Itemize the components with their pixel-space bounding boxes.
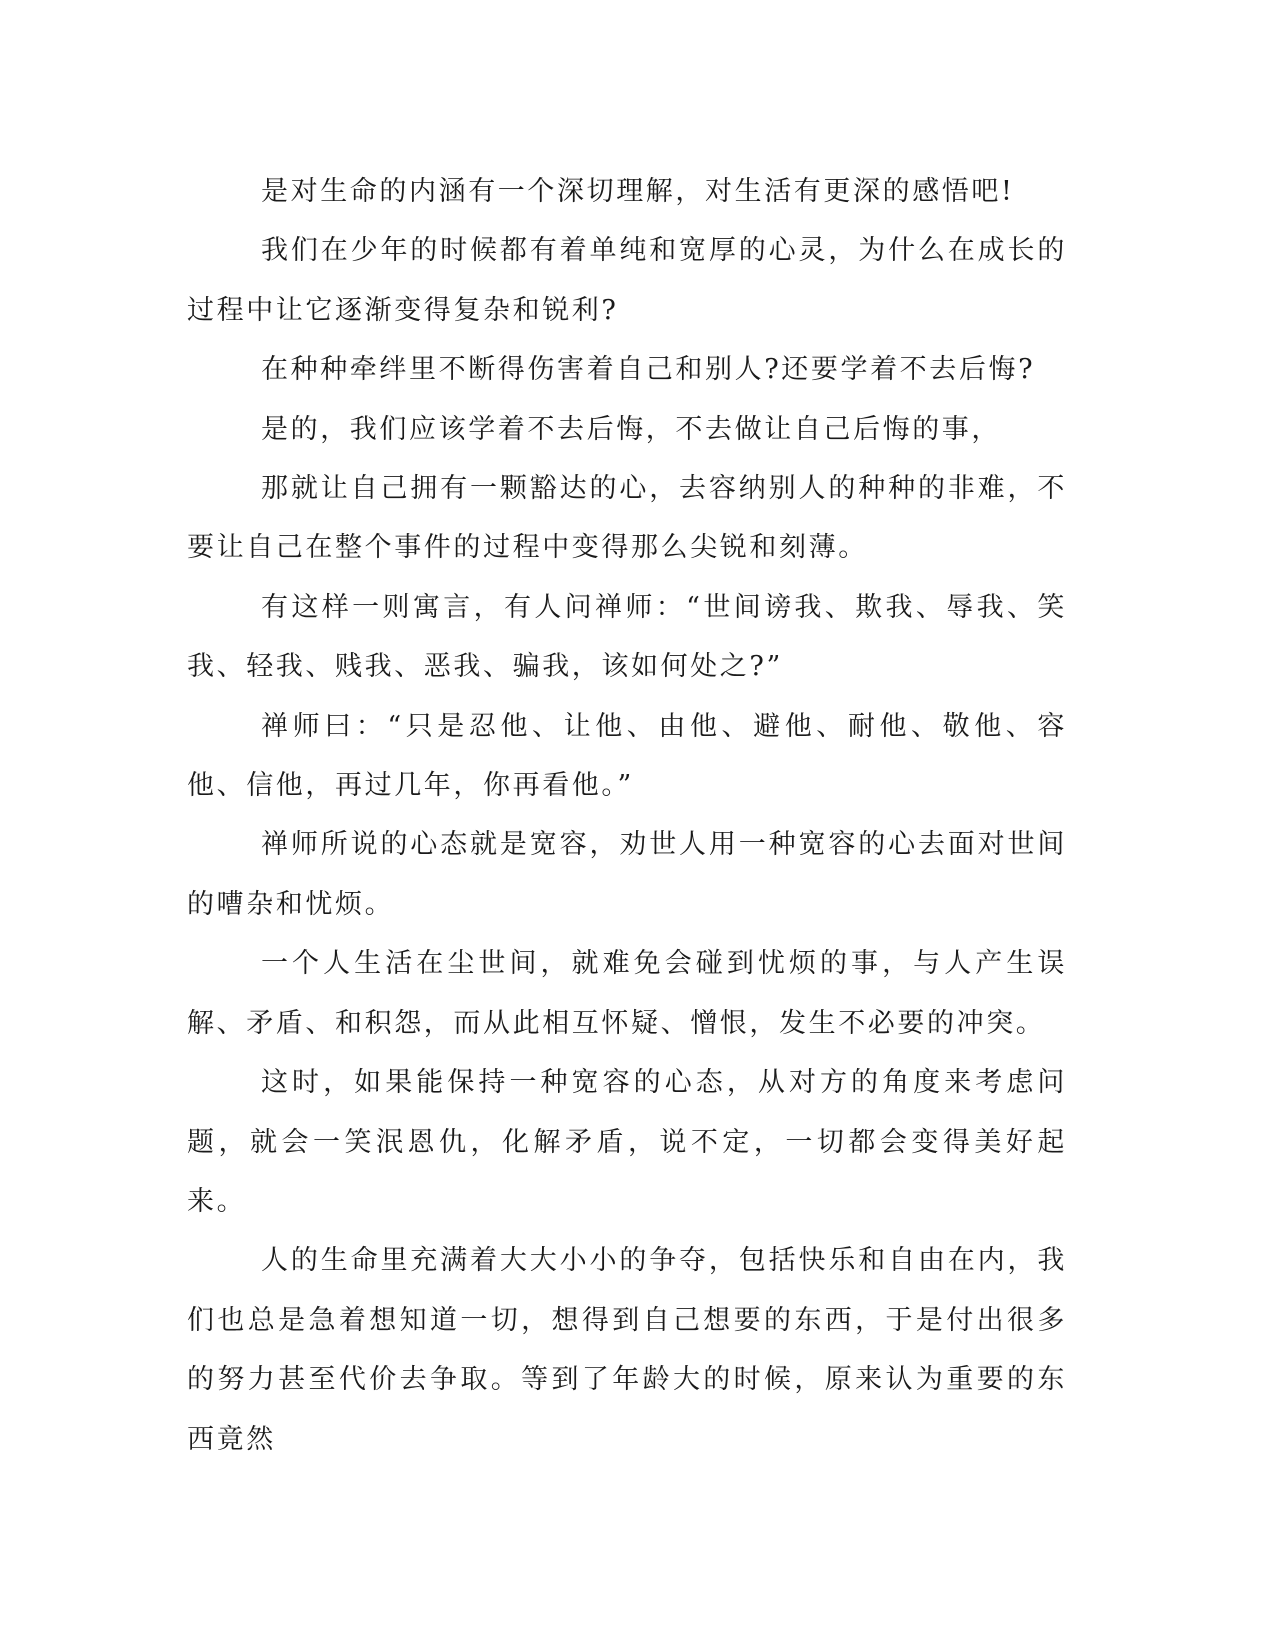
paragraph-11: 人的生命里充满着大大小小的争夺，包括快乐和自由在内，我们也总是急着想知道一切，想得到自己想要的东西，于是付出很多的努力甚至代价去争取。等到了年龄大的时候，原来认为重要的东西竟然	[187, 1245, 1067, 1455]
paragraph-9: 一个人生活在尘世间，就难免会碰到忧烦的事，与人产生误解、矛盾、和积怨，而从此相互怀疑、憎恨，发生不必要的冲突。	[187, 948, 1067, 1039]
document-body	[187, 162, 1067, 1469]
paragraph-5: 那就让自己拥有一颗豁达的心，去容纳别人的种种的非难，不要让自己在整个事件的过程中变得那么尖锐和刻薄。	[187, 473, 1067, 564]
paragraph-3: 在种种牵绊里不断得伤害着自己和别人?还要学着不去后悔?	[261, 354, 1036, 386]
paragraph-1: 是对生命的内涵有一个深切理解，对生活有更深的感悟吧!	[261, 176, 1015, 207]
paragraph-8: 禅师所说的心态就是宽容，劝世人用一种宽容的心去面对世间的嘈杂和忧烦。	[187, 829, 1067, 920]
paragraph-2: 我们在少年的时候都有着单纯和宽厚的心灵，为什么在成长的过程中让它逐渐变得复杂和锐利?	[187, 235, 1067, 326]
paragraph-6: 有这样一则寓言，有人问禅师：“世间谤我、欺我、辱我、笑我、轻我、贱我、恶我、骗我，该如何处之?”	[187, 591, 1067, 683]
paragraph-4: 是的，我们应该学着不去后悔，不去做让自己后悔的事，	[261, 413, 1001, 445]
paragraph-10: 这时，如果能保持一种宽容的心态，从对方的角度来考虑问题，就会一笑泯恩仇，化解矛盾，说不定，一切都会变得美好起来。	[187, 1067, 1067, 1217]
paragraph-7: 禅师曰：“只是忍他、让他、由他、避他、耐他、敬他、容他、信他，再过几年，你再看他。”	[187, 710, 1067, 802]
